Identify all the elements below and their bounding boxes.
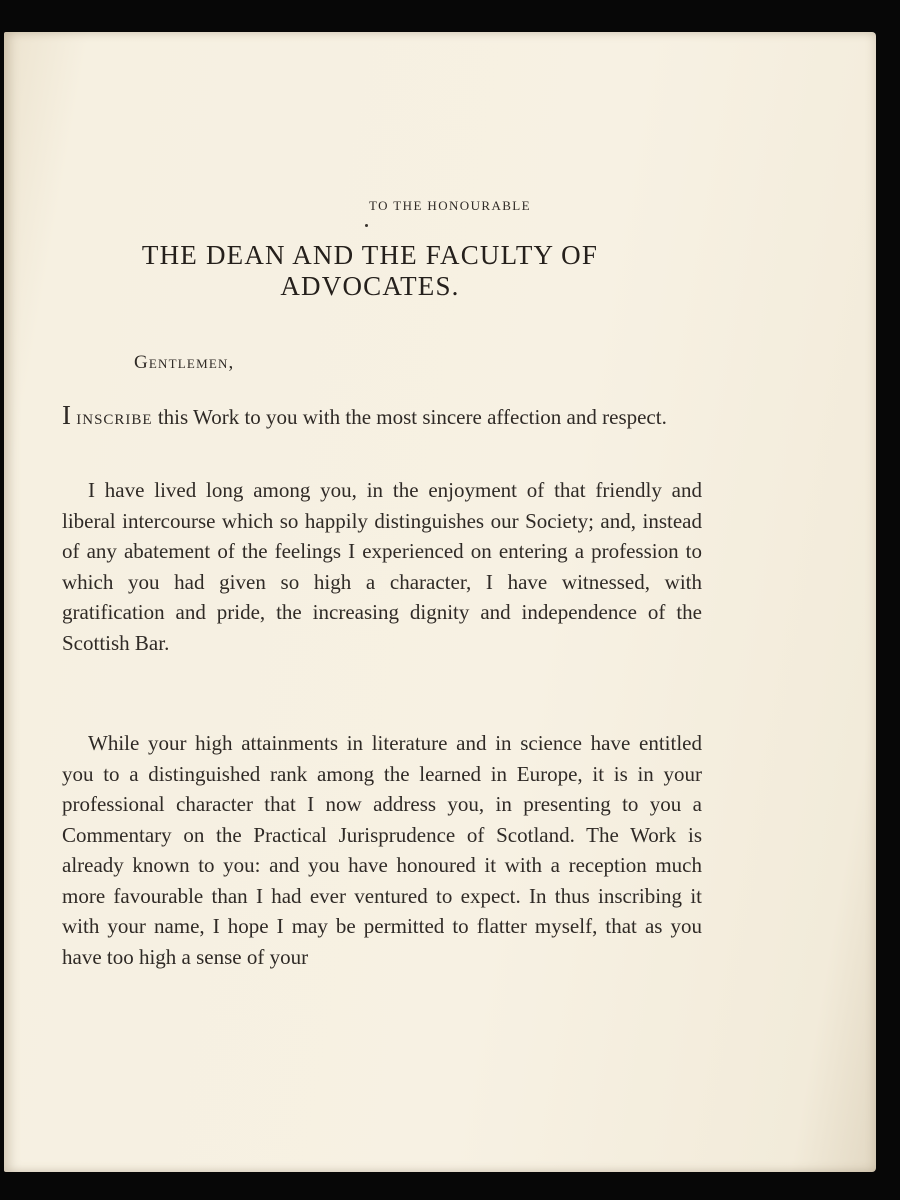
paragraph-3: While your high attainments in literature and in science have entitled you to a distinguished rank among the learned in Europe, it is in your professional character that I now address you, in presenting to you a Commentary on the Practical Jurisprudence of Scotland. The Work is already known to you: and you have honoured it with a reception much more favourable than I had ever ventured to expect. In thus inscribing it with your name, I hope I may be permitted to flatter myself, that as you have too high a sense of your	[62, 731, 702, 969]
small-caps-word: inscribe	[76, 405, 153, 429]
title-line-2: ADVOCATES.	[280, 271, 460, 301]
salutation: Gentlemen,	[134, 352, 235, 373]
title-line-1: THE DEAN AND THE FACULTY OF	[141, 240, 599, 270]
paragraph-1	[62, 400, 702, 433]
decorative-dot	[365, 224, 368, 227]
dedication-to-line: TO THE HONOURABLE	[369, 198, 531, 213]
paragraph-2: I have lived long among you, in the enjoyment of that friendly and liberal intercourse which so happily distinguishes our Society; and, instead of any abatement of the feelings I experienced on entering a profession to which you had given so high a character, I have witnessed, with gratification and pride, the increasing dignity and independence of the Scottish Bar.	[62, 478, 702, 655]
paragraph-1-text: this Work to you with the most sincere affection and respect.	[152, 405, 667, 429]
dedication-title	[60, 240, 680, 302]
drop-capital: I	[62, 400, 71, 430]
